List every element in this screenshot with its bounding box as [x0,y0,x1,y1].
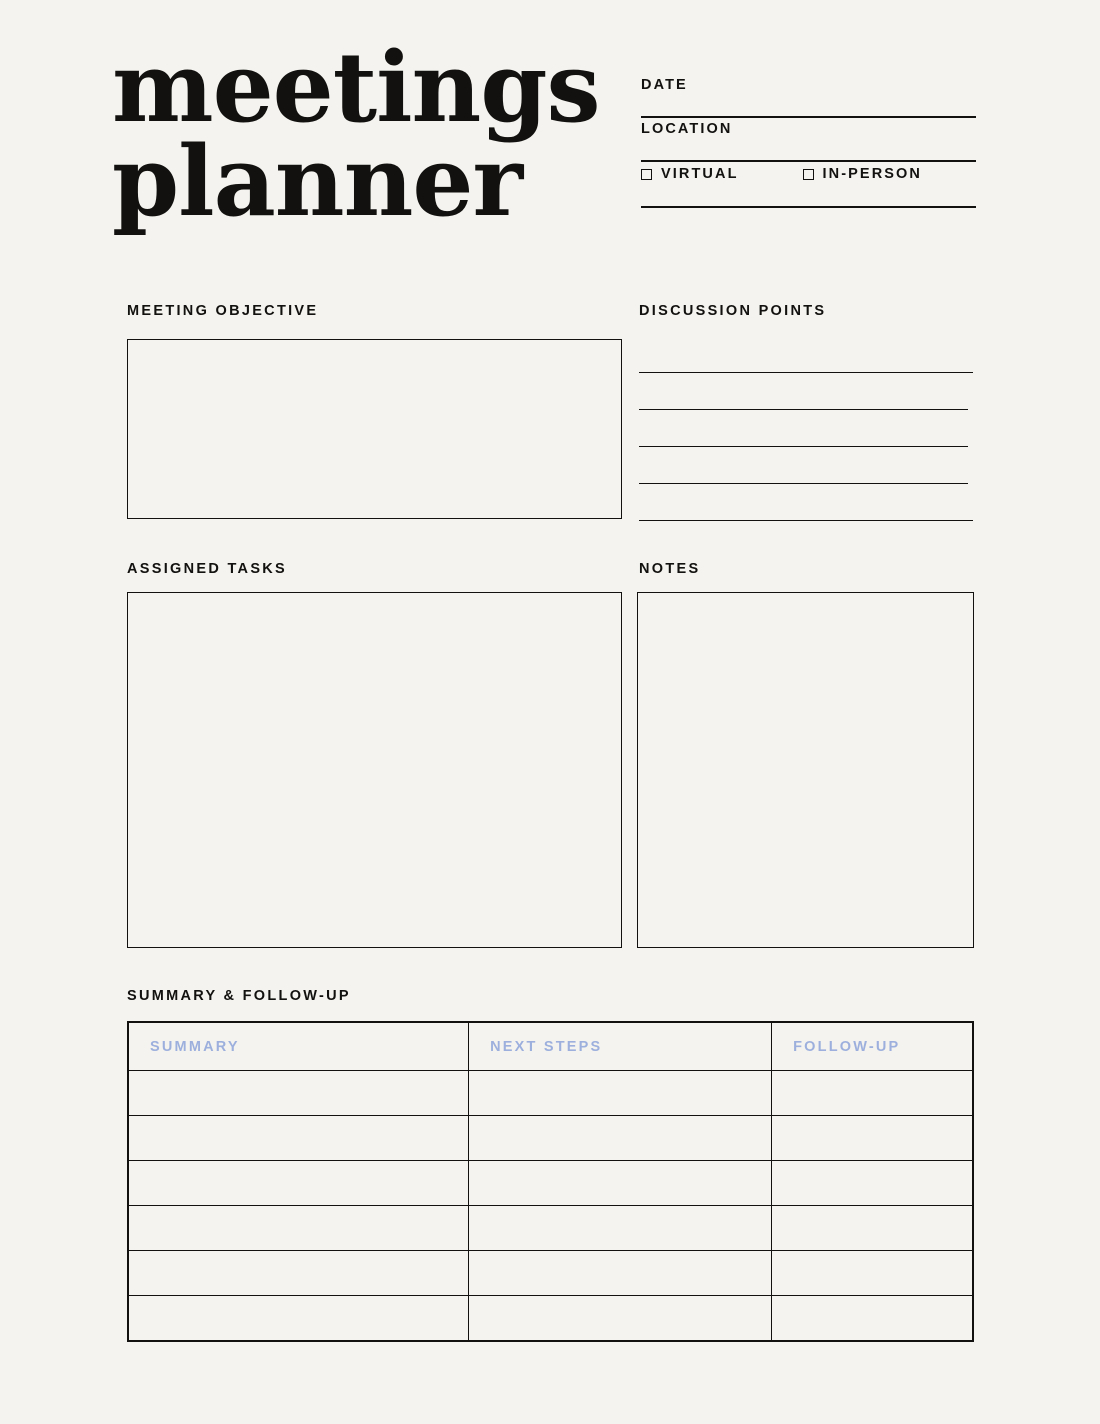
page-title-line-1: meetings [112,31,600,144]
notes-heading: NOTES [639,561,701,577]
discussion-line-1[interactable] [639,372,973,373]
assigned-tasks-heading: ASSIGNED TASKS [127,561,288,577]
table-row [129,1161,973,1206]
cell-next-steps[interactable] [469,1116,772,1161]
cell-follow-up[interactable] [772,1116,973,1161]
date-field-row[interactable] [641,74,976,118]
table-row [129,1251,973,1296]
cell-summary[interactable] [129,1206,469,1251]
table-row [129,1071,973,1116]
cell-follow-up[interactable] [772,1071,973,1116]
discussion-line-2[interactable] [639,409,968,410]
discussion-line-3[interactable] [639,446,968,447]
table-row [129,1116,973,1161]
cell-summary[interactable] [129,1251,469,1296]
cell-follow-up[interactable] [772,1161,973,1206]
table-row [129,1296,973,1341]
virtual-option[interactable] [641,162,739,182]
cell-next-steps[interactable] [469,1161,772,1206]
checkbox-icon[interactable] [803,169,814,180]
cell-next-steps[interactable] [469,1206,772,1251]
in-person-label: IN-PERSON [822,166,922,182]
table-header-row [129,1023,973,1071]
page-title [112,31,632,239]
discussion-line-4[interactable] [639,483,968,484]
cell-next-steps[interactable] [469,1071,772,1116]
column-header-summary: SUMMARY [129,1023,469,1071]
location-label: LOCATION [641,121,733,137]
cell-summary[interactable] [129,1161,469,1206]
discussion-line-5[interactable] [639,520,973,521]
date-label: DATE [641,77,688,93]
page-title-line-2: planner [112,125,523,239]
meeting-objective-heading: MEETING OBJECTIVE [127,303,319,319]
column-header-follow-up: FOLLOW-UP [772,1023,973,1071]
location-field-row[interactable] [641,118,976,162]
column-header-next-steps: NEXT STEPS [469,1023,772,1071]
cell-follow-up[interactable] [772,1296,973,1341]
cell-summary[interactable] [129,1116,469,1161]
cell-summary[interactable] [129,1071,469,1116]
table-row [129,1206,973,1251]
cell-next-steps[interactable] [469,1251,772,1296]
summary-follow-up-heading: SUMMARY & FOLLOW-UP [127,988,351,1004]
summary-follow-up-table [127,1021,974,1342]
page-header [0,0,1100,290]
in-person-option[interactable] [803,162,922,182]
assigned-tasks-input[interactable] [127,592,622,948]
meeting-mode-row [641,162,976,208]
cell-follow-up[interactable] [772,1206,973,1251]
cell-next-steps[interactable] [469,1296,772,1341]
meeting-meta-block [641,74,976,208]
meeting-objective-input[interactable] [127,339,622,519]
cell-summary[interactable] [129,1296,469,1341]
checkbox-icon[interactable] [641,169,652,180]
discussion-points-heading: DISCUSSION POINTS [639,303,827,319]
cell-follow-up[interactable] [772,1251,973,1296]
notes-input[interactable] [637,592,974,948]
virtual-label: VIRTUAL [661,166,739,182]
